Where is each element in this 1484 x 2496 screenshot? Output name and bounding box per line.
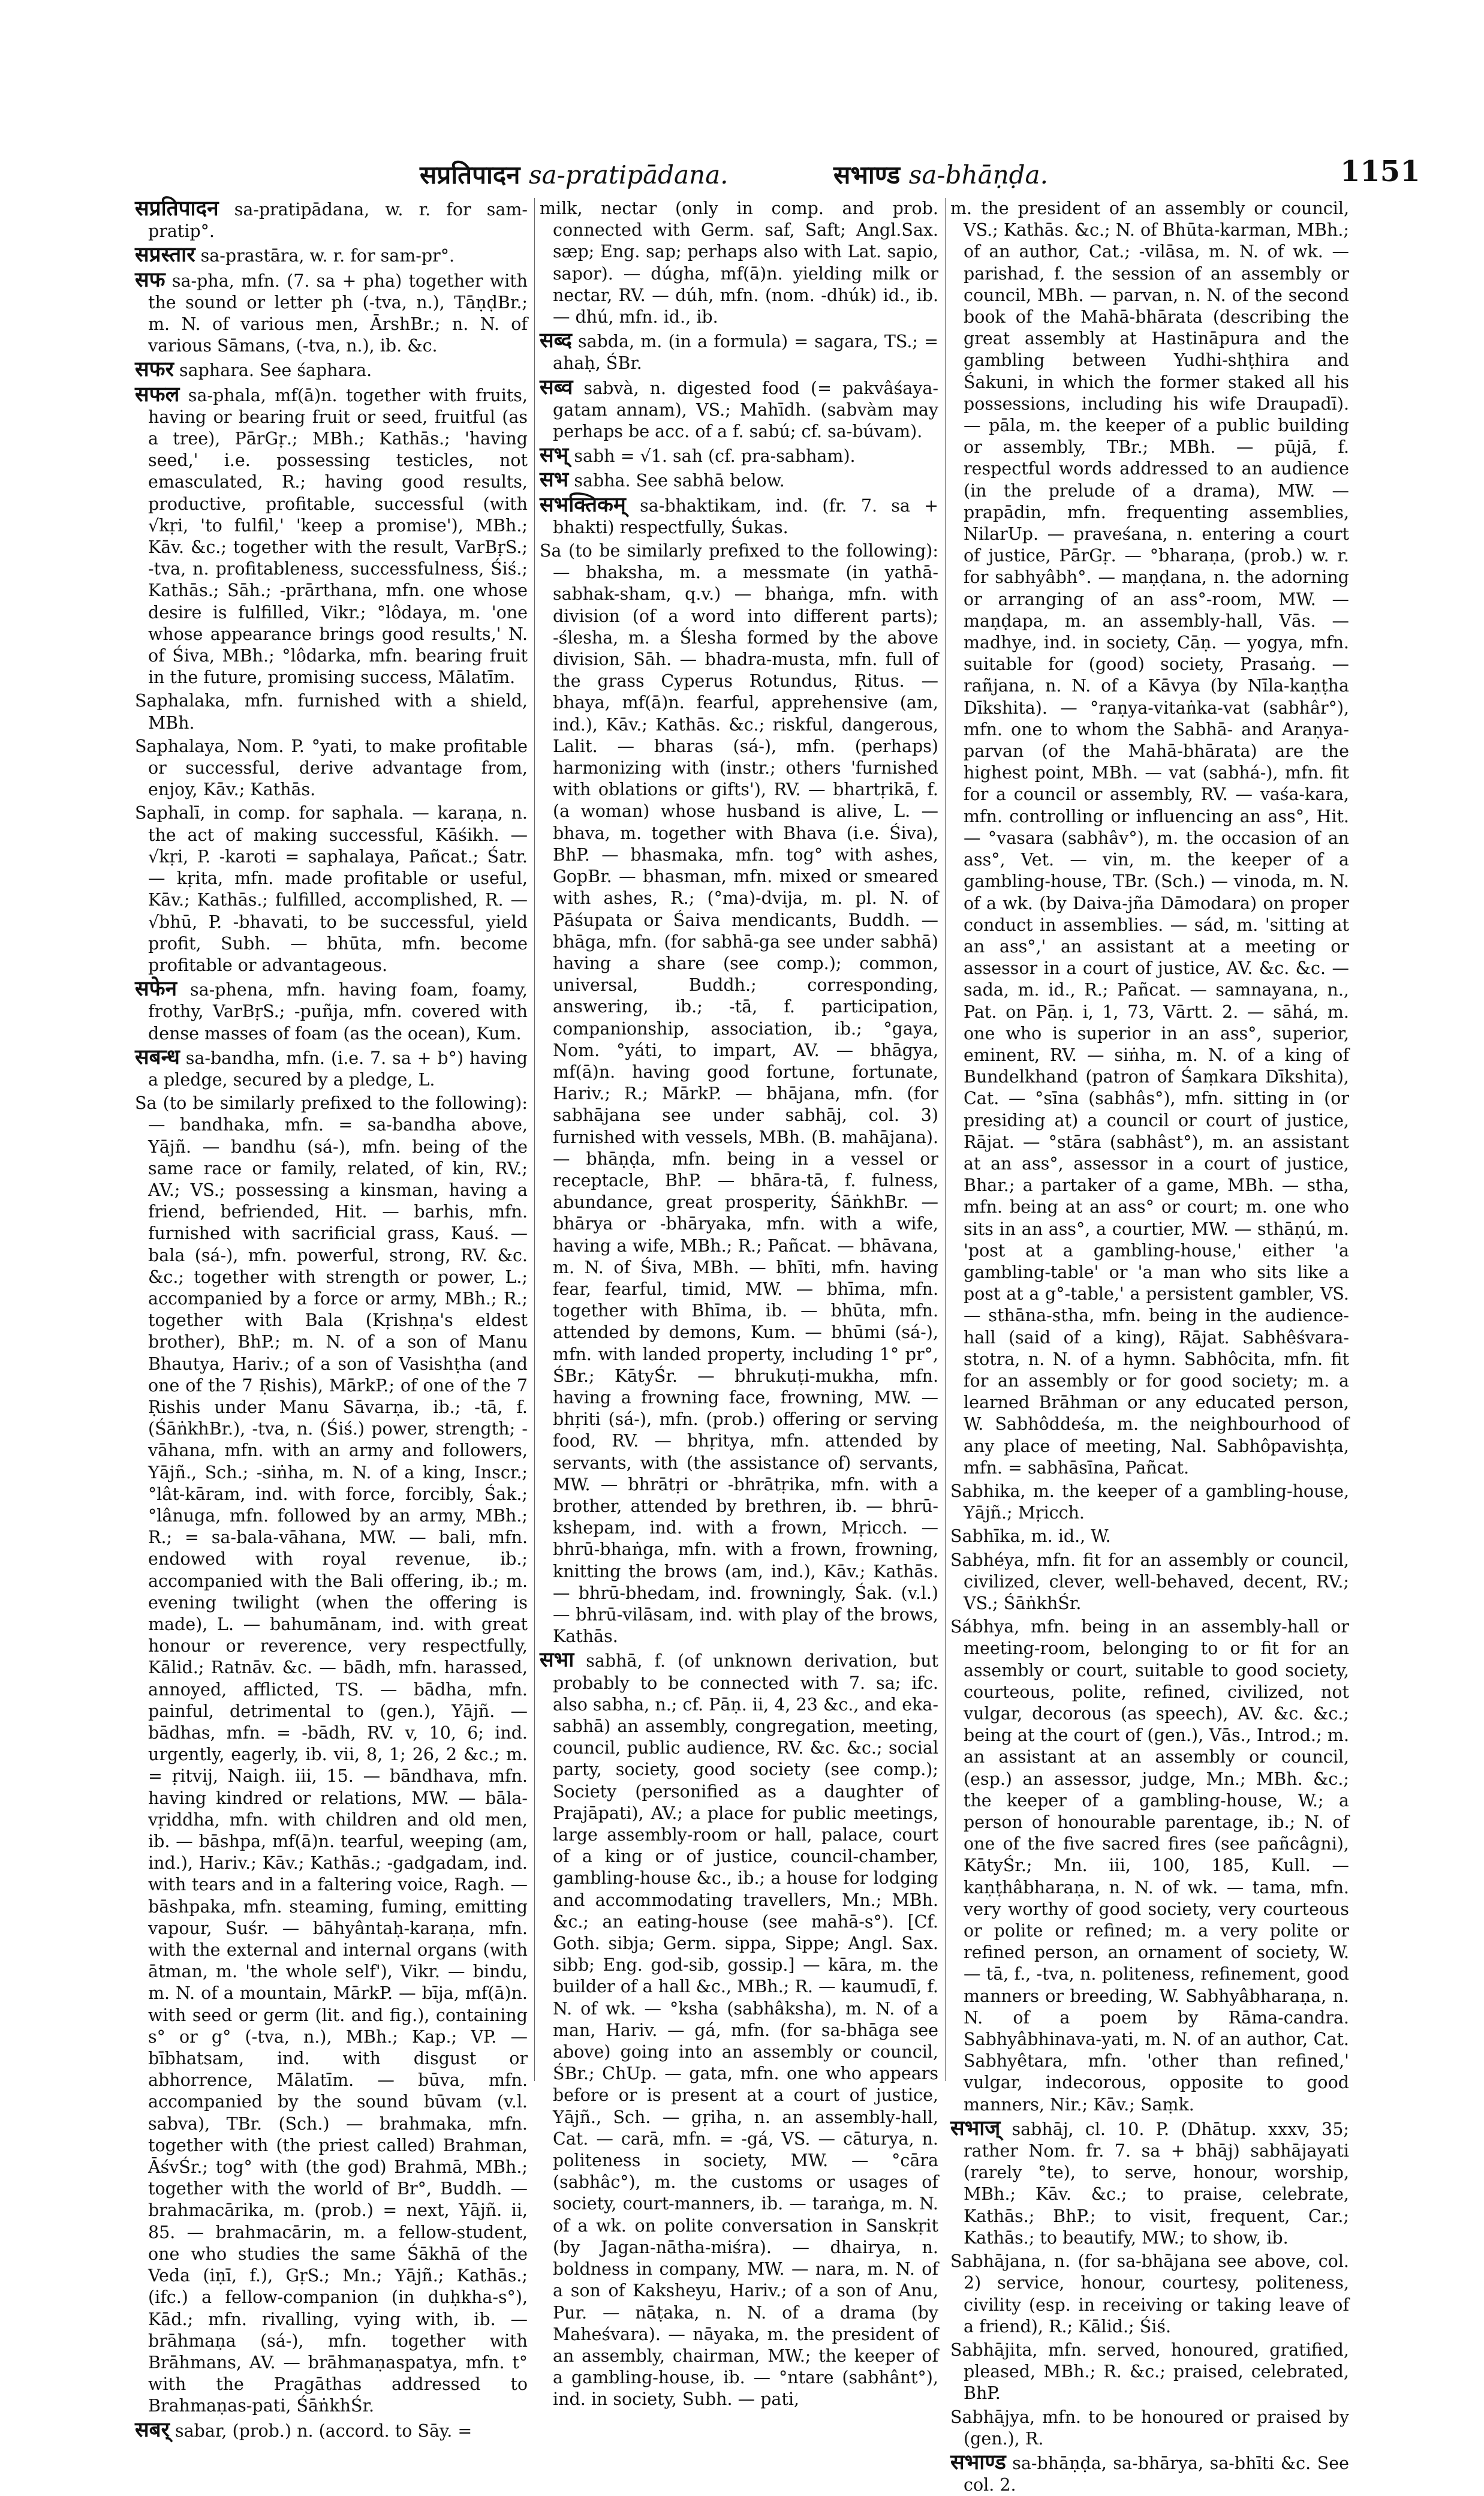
entry-headword-devanagari: सभ्	[540, 443, 569, 468]
dictionary-entry	[135, 244, 528, 267]
entry-text: Sabhājana, n. (for sa-bhājana see above, col. 2) service, honour, courtesy, politeness, civility (esp. in receiving or taking leave of a friend), R.; Kālid.; Śiś.	[950, 2251, 1349, 2336]
dictionary-entry	[540, 444, 938, 467]
header-left-deva: सप्रतिपादन	[420, 160, 520, 190]
dictionary-entry	[950, 2115, 1349, 2249]
entry-headword-devanagari: सफल	[135, 381, 180, 407]
page-header	[0, 157, 1484, 193]
dictionary-entry	[540, 374, 938, 443]
entry-text: sabhāj, cl. 10. P. (Dhātup. xxxv, 35; rather Nom. fr. 7. sa + bhāj) sabhājayati (rarely °te), to serve, honour, worship, MBh.; Kāv. &c.; to praise, celebrate, Kathās.; BhP.; to visit, frequent, Car.; Kathās.; to beautify, MW.; to show, ib.	[964, 2119, 1349, 2248]
header-center	[833, 157, 1048, 191]
dictionary-entry	[135, 690, 528, 733]
entry-headword-devanagari: सभा	[540, 1647, 574, 1673]
entry-headword-devanagari: सप्रस्तार	[135, 242, 195, 267]
entry-text: sa-phena, mfn. having foam, foamy, frothy, VarBṛS.; -puñja, mfn. covered with dense masses of foam (as the ocean), Kum.	[148, 980, 528, 1043]
entry-text: sa-prastāra, w. r. for sam-pr°.	[200, 246, 455, 266]
entry-text: sabhā, f. (of unknown derivation, but probably to be connected with 7. sa; ifc. also sabha, n.; cf. Pāṇ. ii, 4, 23 &c., and eka-sabhā) an assembly, congregation, meeting, council, public audience, RV. &c. &c.; social party, society, good society (see comp.); Society (personified as a daughter of Prajāpati), AV.; a place for public meetings, large assembly-room or hall, palace, court of a king or of justice, council-chamber, gambling-house &c., ib.; a house for lodging and accommodating travellers, Mn.; MBh. &c.; an eating-house (see mahā-s°). [Cf. Goth. sibja; Germ. sippa, Sippe; Angl. Sax. sibb; Eng. god-sib, gossip.] — kāra, m. the builder of a hall &c., MBh.; R. — kaumudī, f. N. of wk. — °ksha (sabhâksha), m. N. of a man, Hariv. — gá, mfn. (for sa-bhāga see above) going into an assembly or council, ŚBr.; ChUp. — gata, mfn. one who appears before or is present at a court of justice, Yājñ., Sch. — gṛiha, n. an assembly-hall, Cat. — carā, mfn. = -gá, VS. — cāturya, n. politeness in society, MW. — °cāra (sabhâc°), m. the customs or usages of society, court-manners, ib. — taraṅga, m. N. of a wk. on polite conversation in Sanskṛit (by Jagan-nātha-miśra). — dhairya, n. boldness in company, MW. — nara, m. N. of a son of Kaksheyu, Hariv.; of a son of Anu, Pur. — nāṭaka, n. N. of a drama (by Maheśvara). — nāyaka, m. the president of an assembly, chairman, MW.; the keeper of a gambling-house, ib. — °ntare (sabhânt°), ind. in society, Subh. — pati,	[553, 1651, 939, 2410]
entry-text: Sabhājya, mfn. to be honoured or praised by (gen.), R.	[950, 2407, 1349, 2449]
dictionary-entry	[540, 494, 938, 539]
entry-headword-devanagari: सप्रतिपादन	[135, 196, 219, 221]
entry-headword-devanagari: सबर्	[135, 2417, 170, 2442]
dictionary-entry	[540, 198, 938, 328]
dictionary-entry	[950, 1526, 1349, 1547]
dictionary-entry	[135, 978, 528, 1045]
header-center-roman: sa-bhāṇḍa.	[908, 160, 1048, 190]
dictionary-entry	[950, 2449, 1349, 2496]
header-left-roman: sa-pratipādana.	[529, 160, 729, 190]
entry-text: sa-phala, mf(ā)n. together with fruits, having or bearing fruit or seed, fruitful (as a tree), PārGṛ.; MBh.; Kathās.; 'having seed,' i.e. possessing testicles, not emasculated, R.; having good results, productive, profitable, successful (with √kṛi, 'to fulfil,' 'keep a promise'), MBh.; Kāv. &c.; together with the result, VarBṛS.; -tva, n. profitableness, successfulness, Śiś.; Kathās.; Sāh.; -prārthana, mfn. one whose desire is fulfilled, Vikr.; °lôdaya, m. 'one whose appearance brings good results,' N. of Śiva, MBh.; °lôdarka, mfn. bearing fruit in the future, promising success, Mālatīm.	[148, 385, 528, 688]
dictionary-entry	[135, 736, 528, 801]
dictionary-entry	[950, 2339, 1349, 2405]
entry-headword-devanagari: सभ	[540, 467, 569, 492]
entry-headword-devanagari: सब्द	[540, 328, 572, 353]
dictionary-entry	[950, 1481, 1349, 1524]
dictionary-entry	[540, 540, 938, 1647]
column-1	[135, 196, 528, 2442]
dictionary-entry	[950, 1550, 1349, 1615]
entry-text: sabvà, n. digested food (= pakvâśaya-gatam annam), VS.; Mahīdh. (sabvàm may perhaps be acc. of a f. sabú; cf. sa-búvam).	[553, 378, 938, 442]
entry-text: saphara. See śaphara.	[179, 360, 372, 381]
dictionary-entry	[135, 1093, 528, 2417]
column-3	[950, 198, 1349, 2495]
entry-text: Sábhya, mfn. being in an assembly-hall or meeting-room, belonging to or fit for an assembly or court, suitable to good society, courteous, polite, refined, civilized, not vulgar, decorous (as speech), AV. &c. &c.; being at the court of (gen.), Vās., Introd.; m. an assistant at an assembly or council, (esp.) an assessor, judge, Mn.; MBh. &c.; the keeper of a gambling-house, W.; a person of honourable parentage, ib.; N. of one of the five sacred fires (see pañcâgni), KātyŚr.; Mn. iii, 100, 185, Kull. — kaṇṭhâbharaṇa, n. N. of wk. — tama, mfn. very worthy of good society, very courteous or polite or refined; m. a very polite or refined person, an ornament of society, W. — tā, f., -tva, n. politeness, refinement, good manners or breeding, W. Sabhyâbharaṇa, n. N. of a poem by Rāma-candra. Sabhyâbhinava-yati, m. N. of an author, Cat. Sabhyêtara, mfn. 'other than refined,' vulgar, indecorous, opposite to good manners, Nir.; Kāv.; Saṃk.	[950, 1617, 1349, 2115]
entry-headword-devanagari: सफेन	[135, 976, 177, 1002]
entry-text: Sabhéya, mfn. fit for an assembly or council, civilized, clever, well-behaved, decent, RV.; VS.; ŚāṅkhŚr.	[950, 1550, 1349, 1613]
entry-headword-devanagari: सब्व	[540, 374, 573, 399]
entry-text: Saphalaya, Nom. P. °yati, to make profitable or successful, derive advantage from, enjoy, Kāv.; Kathās.	[135, 736, 528, 800]
dictionary-entry	[540, 1649, 938, 2410]
dictionary-entry	[950, 1616, 1349, 2116]
entry-text: Sa (to be similarly prefixed to the following): — bandhaka, mfn. = sa-bandha above, Yājñ. — bandhu (sá-), mfn. being of the same race or family, related, of kin, RV.; AV.; VS.; possessing a kinsman, having a friend, befriended, Hit. — barhis, mfn. furnished with sacrificial grass, Kauś. — bala (sá-), mfn. powerful, strong, RV. &c. &c.; together with strength or power, L.; accompanied by a force or army, MBh.; R.; together with Bala (Kṛishṇa's eldest brother), BhP.; m. N. of a son of Manu Bhautya, Hariv.; of a son of Vasishṭha (and one of the 7 Ṛishis), MārkP.; of one of the 7 Ṛishis under Manu Sāvarṇa, ib.; -tā, f. (ŚāṅkhBr.), -tva, n. (Śiś.) power, strength; -vāhana, mfn. with an army and followers, Yājñ., Sch.; -siṅha, m. N. of a king, Inscr.; °lât-kāram, ind. with force, forcibly, Śak.; °lânuga, mfn. followed by an army, MBh.; R.; = sa-bala-vāhana, MW. — bali, mfn. endowed with royal revenue, ib.; accompanied with the Bali offering, ib.; m. evening twilight (when the offering is made), L. — bahumānam, ind. with great honour or reverence, very respectfully, Kālid.; Ratnāv. &c. — bādh, mfn. harassed, annoyed, afflicted, TS. — bādha, mfn. painful, detrimental to (gen.), Yājñ. — bādhas, mfn. = -bādh, RV. v, 10, 6; ind. urgently, eagerly, ib. vii, 8, 1; 26, 2 &c.; m. = ṛitvij, Naigh. iii, 15. — bāndhava, mfn. having kindred or relations, MW. — bāla-vṛiddha, mfn. with children and old men, ib. — bāshpa, mf(ā)n. tearful, weeping (am, ind.), Hariv.; Kāv.; Kathās.; -gadgadam, ind. with tears and in a faltering voice, Ragh. — bāshpaka, mfn. steaming, fuming, emitting vapour, Suśr. — bāhyântaḥ-karaṇa, mfn. with the external and internal organs (with ātman, m. 'the whole self'), Vikr. — bindu, m. N. of a mountain, MārkP. — bīja, mf(ā)n. with seed or germ (lit. and fig.), containing s° or g° (-tva, n.), MBh.; Kap.; VP. — bībhatsam, ind. with disgust or abhorrence, Mālatīm. — būva, mfn. accompanied by the sound būvam (v.l. sabva), TBr. (Sch.) — brahmaka, mfn. together with (the priest called) Brahman, ĀśvŚr.; tog° with (the god) Brahmā, MBh.; together with the world of Br°, Buddh. — brahmacārika, m. (prob.) = next, Yājñ. ii, 85. — brahmacārin, m. a fellow-student, one who studies the same Śākhā of the Veda (iṇī, f.), GṛS.; Mn.; Yājñ.; Kathās.; (ifc.) a fellow-companion (in duḥkha-s°), Kād.; mfn. rivalling, vying with, ib. — brāhmaṇa (sá-), mfn. together with Brāhmans, AV. — brāhmaṇaspatya, mfn. t° with the Pragāthas addressed to Brahmaṇas-pati, ŚāṅkhŚr.	[135, 1093, 528, 2416]
entry-headword-devanagari: सभाण्ड	[950, 2449, 1006, 2474]
entry-text: Sabhīka, m. id., W.	[950, 1526, 1111, 1547]
header-left	[420, 157, 728, 191]
entry-text: Sabhika, m. the keeper of a gambling-house, Yājñ.; Mṛicch.	[950, 1481, 1349, 1523]
dictionary-entry	[135, 381, 528, 689]
entry-text: sabha. See sabhā below.	[574, 471, 785, 491]
entry-headword-devanagari: सफर	[135, 357, 174, 382]
column-rule-1	[534, 198, 535, 2081]
header-center-deva: सभाण्ड	[833, 160, 901, 190]
entry-text: sabda, m. (in a formula) = sagara, TS.; = ahaḥ, ŚBr.	[553, 332, 939, 374]
entry-text: sa-bhāṇḍa, sa-bhārya, sa-bhīti &c. See col. 2.	[964, 2453, 1349, 2495]
column-rule-2	[945, 198, 946, 2081]
entry-text: sa-bandha, mfn. (i.e. 7. sa + b°) having a pledge, secured by a pledge, L.	[148, 1048, 528, 1090]
entry-text: milk, nectar (only in comp. and prob. connected with Germ. saf, Saft; Angl.Sax. sæp; Eng. sap; perhaps also with Lat. sapio, sapor). — dúgha, mf(ā)n. yielding milk or nectar, RV. — dúh, mfn. (nom. -dhúk) id., ib. — dhú, mfn. id., ib.	[540, 199, 938, 327]
dictionary-entry	[135, 2419, 528, 2442]
column-2	[540, 198, 939, 2410]
dictionary-entry	[540, 330, 938, 374]
dictionary-entry	[135, 1046, 528, 1091]
dictionary-entry	[950, 2251, 1349, 2338]
entry-text: Sabhājita, mfn. served, honoured, gratified, pleased, MBh.; R. &c.; praised, celebrated, BhP.	[950, 2339, 1349, 2404]
entry-headword-devanagari: सबन्ध	[135, 1044, 180, 1069]
entry-text: Sa (to be similarly prefixed to the following): — bhaksha, m. a messmate (in yathā-sabhak-sham, q.v.) — bhaṅga, mfn. with division (of a word into different parts); -ślesha, m. a Ślesha formed by the above division, Sāh. — bhadra-musta, mfn. full of the grass Cyperus Rotundus, Ṛitus. — bhaya, mf(ā)n. fearful, apprehensive (am, ind.), Kāv.; Kathās. &c.; riskful, dangerous, Lalit. — bharas (sá-), mfn. (perhaps) harmonizing with (instr.; others 'furnished with oblations or gifts'), RV. — bhartṛikā, f. (a woman) whose husband is alive, L. — bhava, m. together with Bhava (i.e. Śiva), BhP. — bhasmaka, mfn. tog° with ashes, GopBr. — bhasman, mfn. mixed or smeared with ashes, R.; (°ma)-dvija, m. pl. N. of Pāśupata or Śaiva mendicants, Buddh. — bhāga, mfn. (for sabhā-ga see under sabhā) having a share (see comp.); common, universal, Buddh.; corresponding, answering, ib.; -tā, f. participation, companionship, association, ib.; °gaya, Nom. °yáti, to impart, AV. — bhāgya, mf(ā)n. having good fortune, fortunate, Hariv.; R.; MārkP. — bhājana, mfn. (for sabhājana see under sabhāj, col. 3) furnished with vessels, MBh. (B. mahājana). — bhāṇḍa, mfn. being in a vessel or receptacle, BhP. — bhāra-tā, f. fulness, abundance, great prosperity, ŚāṅkhBr. — bhārya or -bhāryaka, mfn. with a wife, having a wife, MBh.; R.; Pañcat. — bhāvana, m. N. of Śiva, MBh. — bhīti, mfn. having fear, fearful, timid, MW. — bhīma, mfn. together with Bhīma, ib. — bhūta, mfn. attended by demons, Kum. — bhūmi (sá-), mfn. with landed property, including 1° pr°, ŚBr.; KātyŚr. — bhrukuṭi-mukha, mfn. having a frowning face, frowning, MW. — bhṛiti (sá-), mfn. (prob.) offering or serving food, RV. — bhṛitya, mfn. attended by servants, with (the assistance of) servants, MW. — bhrātṛi or -bhrātṛika, mfn. with a brother, attended by brethren, ib. — bhrū-kshepam, ind. with a frown, Mṛicch. — bhrū-bhaṅga, mfn. with a frown, frowning, knitting the brows (am, ind.), Kāv.; Kathās. — bhrū-bhedam, ind. frowningly, Śak. (v.l.) — bhrū-vilāsam, ind. with play of the brows, Kathās.	[540, 541, 938, 1647]
entry-text: sa-pha, mfn. (7. sa + pha) together with the sound or letter ph (-tva, n.), TāṇḍBr.; m. N. of various men, ĀrshBr.; n. N. of various Sāmans, (-tva, n.), ib. &c.	[148, 270, 528, 356]
entry-headword-devanagari: सभाज्	[950, 2115, 1001, 2140]
dictionary-entry	[135, 802, 528, 976]
dictionary-entry	[950, 198, 1349, 1479]
entry-text: sabh = √1. sah (cf. pra-sabham).	[574, 446, 856, 467]
entry-text: Saphalaka, mfn. furnished with a shield, MBh.	[135, 691, 528, 733]
dictionary-entry	[540, 469, 938, 492]
entry-text: sa-bhaktikam, ind. (fr. 7. sa + bhakti) respectfully, Śukas.	[553, 495, 939, 537]
entry-headword-devanagari: सफ	[135, 267, 165, 292]
entry-text: sabar, (prob.) n. (accord. to Sāy. =	[175, 2420, 472, 2441]
dictionary-entry	[950, 2407, 1349, 2450]
entry-text: sa-pratipādana, w. r. for sam-pratip°.	[148, 200, 528, 242]
dictionary-entry	[135, 198, 528, 242]
entry-headword-devanagari: सभक्तिकम्	[540, 492, 626, 517]
page-number: 1151	[1340, 155, 1420, 188]
entry-text: Saphalī, in comp. for saphala. — karaṇa, n. the act of making successful, Kāśikh. — √kṛi, P. -karoti = saphalaya, Pañcat.; Śatr. — kṛita, mfn. made profitable or useful, Kāv.; Kathās.; fulfilled, accomplished, R. — √bhū, P. -bhavati, to be successful, yield profit, Subh. — bhūta, mfn. become profitable or advantageous.	[135, 803, 528, 975]
dictionary-entry	[135, 269, 528, 357]
entry-text: m. the president of an assembly or council, VS.; Kathās. &c.; N. of Bhūta-karman, MBh.; of an author, Cat.; -vilāsa, m. N. of wk. — parishad, f. the session of an assembly or council, MBh. — parvan, n. N. of the second book of the Mahā-bhārata (describing the great assembly at Hastināpura and the gambling between Yudhi-shṭhira and Śakuni, in which the former staked all his possessions, including his wife Draupadī). — pāla, m. the keeper of a public building or assembly, TBr.; MBh. — pūjā, f. respectful words addressed to an audience (in the prelude of a drama), MW. — prapādin, mfn. frequenting assemblies, NilarUp. — praveśana, n. entering a court of justice, PārGṛ. — °bharaṇa, (prob.) w. r. for sabhyâbh°. — maṇḍana, n. the adorning or arranging of an ass°-room, MW. — maṇḍapa, m. an assembly-hall, Vās. — madhye, ind. in society, Cāṇ. — yogya, mfn. suitable for (good) society, Prasaṅg. — rañjana, n. N. of a Kāvya (by Nīla-kaṇṭha Dīkshita). — °raṇya-vitaṅka-vat (sabhâr°), mfn. one to whom the Sabhā- and Araṇya-parvan (of the Mahā-bhārata) are the highest point, MBh. — vat (sabhá-), mfn. fit for a council or assembly, RV. — vaśa-kara, mfn. controlling or influencing an ass°, Hit. — °vasara (sabhâv°), m. the occasion of an ass°, Vet. — vin, m. the keeper of a gambling-house, TBr. (Sch.) — vinoda, m. N. of a wk. (by Daiva-jña Dāmodara) on proper conduct in assemblies. — sád, m. 'sitting at an ass°,' an assistant at a meeting or assessor in a court of justice, AV. &c. &c. — sada, m. id., R.; Pañcat. — samnayana, n., Pat. on Pāṇ. i, 1, 73, Vārtt. 2. — sāhá, m. one who is superior in an ass°, superior, eminent, RV. — siṅha, m. N. of a king of Bundelkhand (patron of Śaṃkara Dīkshita), Cat. — °sīna (sabhâs°), mfn. sitting in (or presiding at) a council or court of justice, Rājat. — °stāra (sabhâst°), m. an assistant at an ass°, assessor in a court of justice, Bhar.; a partaker of a game, MBh. — stha, mfn. being at an ass° or court; m. one who sits in an ass°, a courtier, MW. — sthāṇú, m. 'post at a gambling-house,' either 'a gambling-table' or 'a man who sits like a post at a g°-table,' a persistent gambler, VS. — sthāna-stha, mfn. being in the audience-hall (said of a king), Rājat. Sabhêśvara-stotra, n. N. of a hymn. Sabhôcita, mfn. fit for an assembly or for good society; m. a learned Brāhman or any educated person, W. Sabhôddeśa, m. the neighbourhood of any place of meeting, Nal. Sabhôpavishṭa, mfn. = sabhāsīna, Pañcat.	[950, 199, 1349, 1478]
dictionary-entry	[135, 359, 528, 381]
